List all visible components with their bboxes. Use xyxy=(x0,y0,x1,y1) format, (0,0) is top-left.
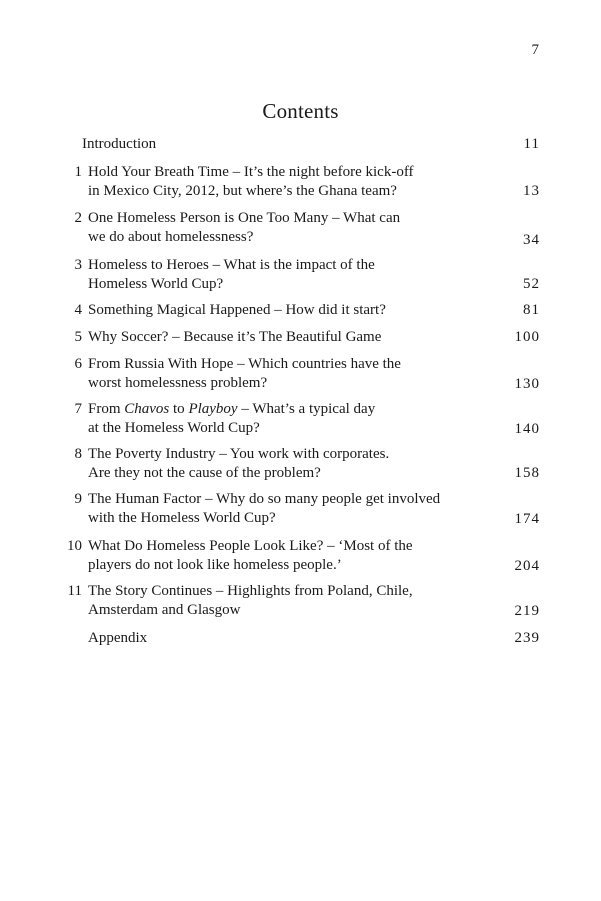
chapter-subtitle: – What can xyxy=(328,210,401,226)
chapter-title: One Homeless Person is One Too Many xyxy=(88,210,329,226)
toc-entry-page: 130 xyxy=(514,376,540,392)
chapter-number: 6 xyxy=(74,356,82,372)
chapter-subtitle: – Which countries have the xyxy=(233,356,401,372)
toc-entry-page: 100 xyxy=(514,329,540,345)
chapter-title: What Do Homeless People Look Like? xyxy=(88,538,324,554)
page-number: 7 xyxy=(531,42,539,58)
chapter-title: Homeless to Heroes xyxy=(88,257,209,273)
chapter-number: 10 xyxy=(67,538,82,554)
chapter-number: 5 xyxy=(74,329,82,345)
chapter-number: 9 xyxy=(74,491,82,507)
chapter-title: The Human Factor xyxy=(88,491,202,507)
chapter-subtitle: – It’s the night before kick-off xyxy=(228,164,414,180)
chapter-subtitle-continued: Are they not the cause of the problem? xyxy=(88,465,321,481)
toc-entry-page: 13 xyxy=(523,183,540,199)
chapter-number: 2 xyxy=(74,210,82,226)
chapter-subtitle: – ‘Most of the xyxy=(323,538,413,554)
chapter-subtitle-continued: Amsterdam and Glasgow xyxy=(88,602,241,618)
chapter-number: 11 xyxy=(67,583,82,599)
toc-entry-page: 239 xyxy=(514,630,540,646)
toc-entry-page: 52 xyxy=(523,276,540,292)
chapter-subtitle-continued: at the Homeless World Cup? xyxy=(88,420,260,436)
chapter-subtitle: – Because it’s The Beautiful Game xyxy=(168,329,382,345)
toc-entry-page: 219 xyxy=(514,603,540,619)
chapter-subtitle-continued: we do about homelessness? xyxy=(88,229,254,245)
toc-entry-title: Appendix xyxy=(88,630,148,646)
toc-entry-page: 140 xyxy=(514,421,540,437)
chapter-subtitle-continued: worst homelessness problem? xyxy=(88,375,268,391)
chapter-number: 1 xyxy=(74,164,82,180)
chapter-title: From Chavos to Playboy xyxy=(88,401,238,417)
chapter-subtitle-continued: Homeless World Cup? xyxy=(88,276,224,292)
chapter-subtitle: – What is the impact of the xyxy=(208,257,375,273)
chapter-subtitle-continued: with the Homeless World Cup? xyxy=(88,510,276,526)
page-title: Contents xyxy=(262,99,339,123)
chapter-subtitle: – Why do so many people get involved xyxy=(201,491,441,507)
toc-entry-page: 11 xyxy=(523,136,540,152)
chapter-title: Why Soccer? xyxy=(88,329,169,345)
chapter-subtitle: – Highlights from Poland, Chile, xyxy=(212,583,413,599)
chapter-title: From Russia With Hope xyxy=(88,356,234,372)
chapter-subtitle-continued: in Mexico City, 2012, but where’s the Ghana team? xyxy=(88,183,397,199)
toc-entry-page: 158 xyxy=(514,465,540,481)
toc-entry-page: 81 xyxy=(523,302,540,318)
chapter-number: 8 xyxy=(74,446,82,462)
chapter-title: The Story Continues xyxy=(88,583,213,599)
chapter-number: 3 xyxy=(74,257,82,273)
toc-entry-page: 34 xyxy=(523,232,540,248)
chapter-subtitle: – You work with corporates. xyxy=(215,446,390,462)
chapter-number: 4 xyxy=(74,302,82,318)
toc-entry-page: 174 xyxy=(514,511,540,527)
chapter-title: The Poverty Industry xyxy=(88,446,216,462)
chapter-subtitle: – How did it start? xyxy=(270,302,386,318)
chapter-subtitle: – What’s a typical day xyxy=(237,401,376,417)
chapter-title: Something Magical Happened xyxy=(88,302,271,318)
toc-entry-page: 204 xyxy=(514,558,540,574)
chapter-subtitle-continued: players do not look like homeless people.’ xyxy=(88,557,342,573)
chapter-number: 7 xyxy=(74,401,82,417)
toc-entry-title: Introduction xyxy=(82,136,157,152)
chapter-title: Hold Your Breath Time xyxy=(88,164,229,180)
